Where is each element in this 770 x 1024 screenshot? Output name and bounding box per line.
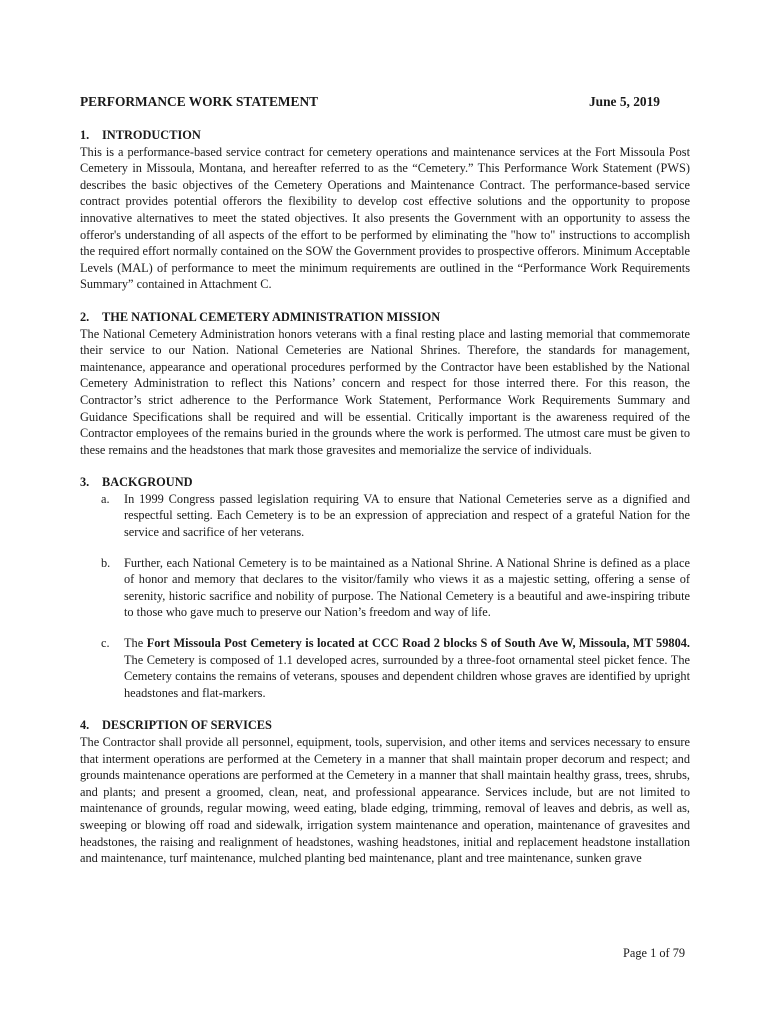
background-item-text: In 1999 Congress passed legislation requiring VA to ensure that National Cemeteries serve as a dignified and respectful setting. Each Cemetery is to be an expression of appreciation and respect of a grateful Nation for the service and sacrifice of her veterans.: [124, 491, 690, 540]
item-lead: The: [124, 636, 147, 651]
document-body: [80, 127, 690, 867]
section-heading-introduction: [80, 127, 690, 144]
section-title: BACKGROUND: [102, 475, 193, 490]
background-item-text: [124, 635, 690, 701]
mission-paragraph: The National Cemetery Administration honors veterans with a final resting place and lasting memorial that commemorate their service to our Nation. National Cemeteries are National Shrines. Therefore, the standards for management, maintenance, appearance and operational procedures performed by the Contractor have been established by the National Cemetery Administration to reflect this Nations’ concern and respect for those interred there. For this reason, the Contractor’s strict adherence to the Performance Work Statement, Performance Work Requirements Summary and Guidance Specifications shall be required and will be essential. Critically important is the awareness required of the Contractor employees of the remains buried in the grounds where the work is performed. The utmost care must be given to these remains and the headstones that mark those gravesites and memorialize the service of individuals.: [80, 326, 690, 457]
services-paragraph: The Contractor shall provide all personnel, equipment, tools, supervision, and other items and services necessary to ensure that interment operations are performed at the Cemetery in a manner that shall maintain proper decorum and respect; and grounds maintenance operations are performed at the Cemetery in a manner that shall maintain healthy grass, trees, shrubs, and plants; and present a groomed, clean, neat, and professional appearance. Services include, but are not limited to maintenance of grounds, regular mowing, weed eating, blade edging, trimming, removal of leaves and debris, as well as, sweeping or blowing off road and sidewalk, irrigation system maintenance and operation, maintenance of gravesites and headstones, the raising and realignment of headstones, washing headstones, initial and replacement headstone installation and maintenance, turf maintenance, mulched planting bed maintenance, plant and tree maintenance, sunken grave: [80, 735, 690, 866]
document-date: June 5, 2019: [588, 94, 660, 109]
list-marker: a.: [101, 491, 110, 506]
section-number: 4.: [80, 718, 90, 733]
document-title: PERFORMANCE WORK STATEMENT: [80, 94, 319, 109]
background-item-text: Further, each National Cemetery is to be maintained as a National Shrine. A National Shrine is defined as a place of honor and memory that declares to the visitor/family who views it as a majestic setting, offering a sense of serenity, historic sacrifice and nobility of purpose. The National Cemetery is a beautiful and awe-inspiring tribute to those who gave much to preserve our Nation’s freedom and way of life.: [124, 555, 690, 620]
background-item-b: [80, 555, 690, 621]
background-item-c: [80, 635, 690, 701]
section-heading-background: [80, 474, 690, 491]
list-marker: b.: [101, 555, 111, 570]
section-number: 3.: [80, 475, 90, 490]
section-title: THE NATIONAL CEMETERY ADMINISTRATION MISSION: [102, 309, 441, 324]
background-item-a: [80, 491, 690, 541]
item-rest: The Cemetery is composed of 1.1 developed acres, surrounded by a three-foot ornamental steel picket fence. The Cemetery contains the remains of veterans, spouses and dependent children whose graves are identified by upright headstones and flat-markers.: [124, 652, 690, 700]
section-title: INTRODUCTION: [102, 128, 201, 142]
list-marker: c.: [101, 636, 110, 651]
section-heading-services: [80, 717, 690, 734]
introduction-paragraph: This is a performance-based service contract for cemetery operations and maintenance services at the Fort Missoula Post Cemetery in Missoula, Montana, and hereafter referred to as the “Cemetery.” This Performance Work Statement (PWS) describes the basic objectives of the Cemetery Operations and Maintenance Contract. The performance-based service contract provides potential offerors the flexibility to develop cost effective solutions and the opportunity to propose innovative alternatives to meet the stated objectives. It also presents the Government with an opportunity to assess the offeror's understanding of all aspects of the effort to be performed by eliminating the "how to" instructions to accomplish the required effort normally contained on the SOW the Government provides to prospective offerors. Minimum Acceptable Levels (MAL) of performance to meet the minimum requirements are outlined in the “Performance Work Requirements Summary” contained in Attachment C.: [80, 144, 690, 292]
section-title: DESCRIPTION OF SERVICES: [102, 718, 272, 733]
document-header: [80, 94, 660, 110]
section-number: 1.: [80, 128, 90, 142]
cemetery-location: Fort Missoula Post Cemetery is located at CCC Road 2 blocks S of South Ave W, Missoula, MT 59804.: [146, 636, 691, 651]
section-number: 2.: [80, 309, 90, 324]
page-number: Page 1 of 79: [623, 946, 686, 960]
section-heading-mission: [80, 309, 690, 326]
